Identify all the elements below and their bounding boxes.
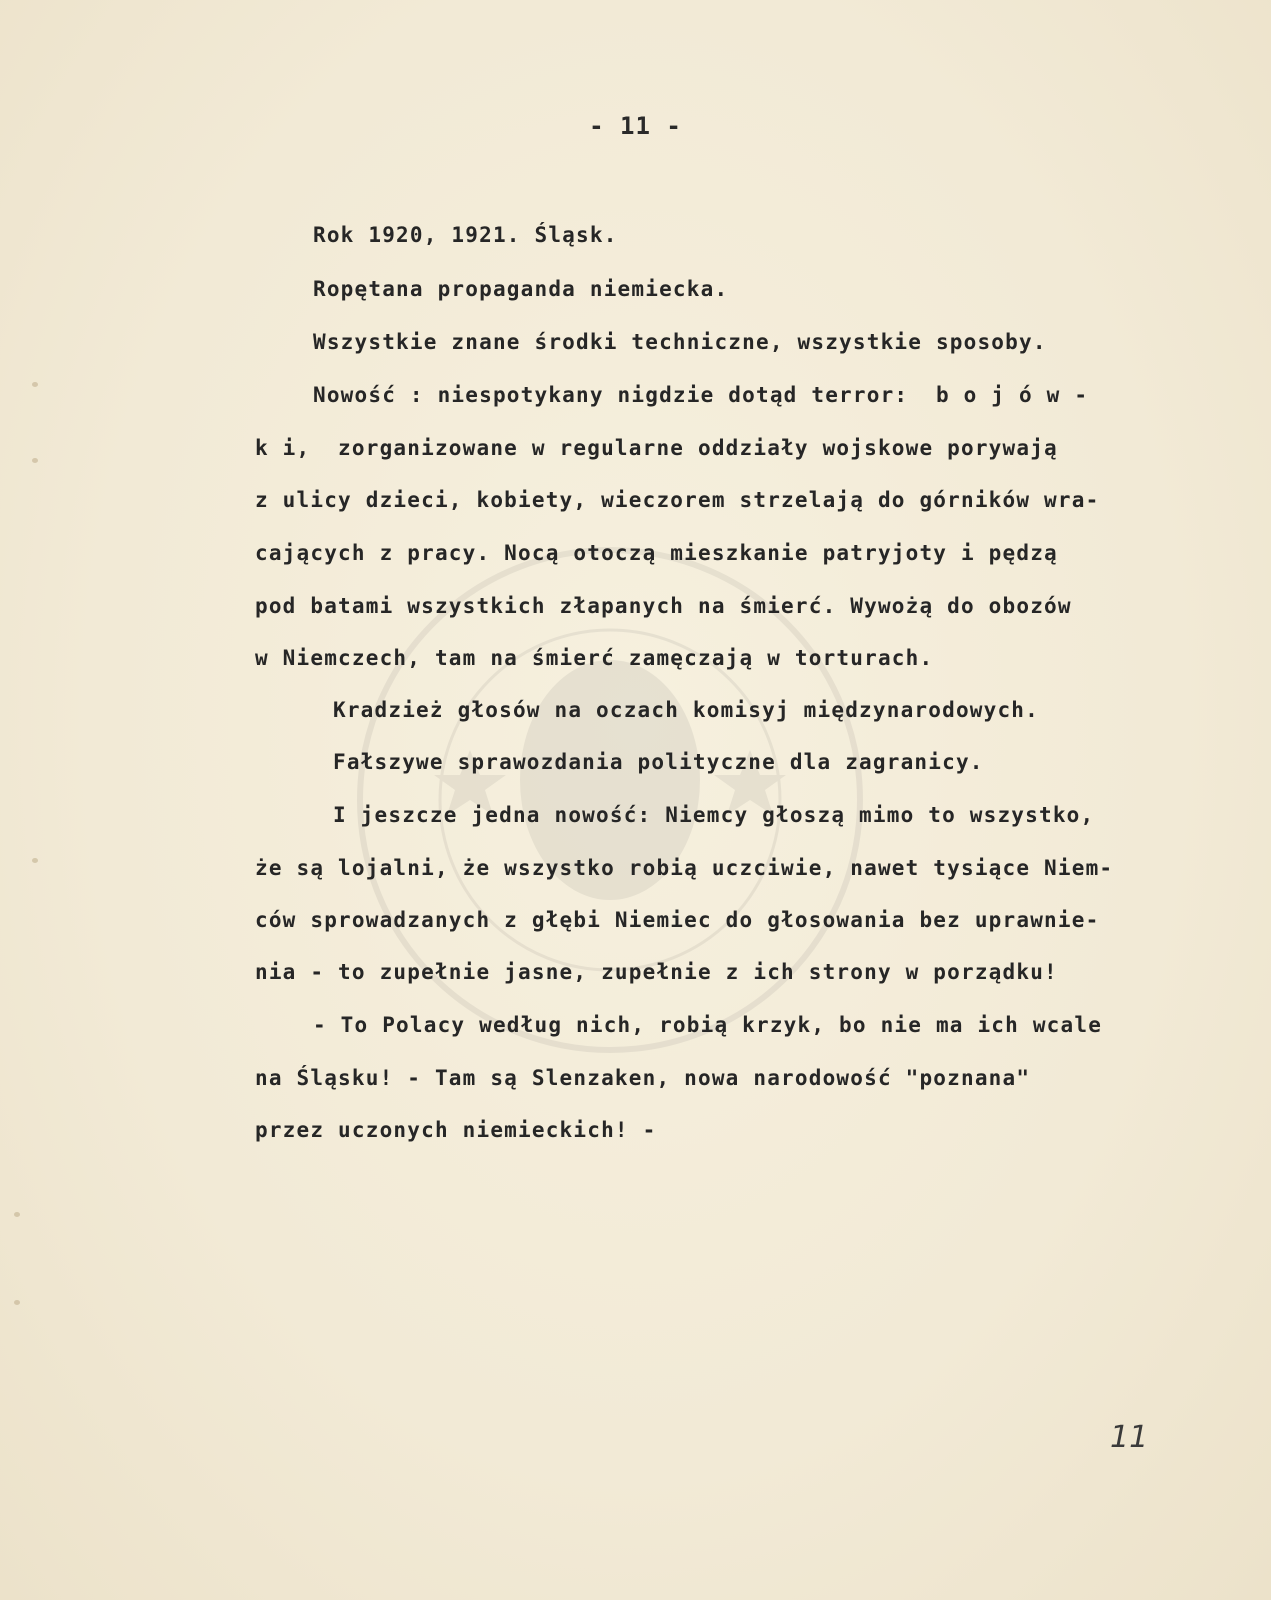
text-line-3: Wszystkie znane środki techniczne, wszystkie sposoby. [313, 330, 1047, 354]
text-line-15: nia - to zupełnie jasne, zupełnie z ich strony w porządku! [255, 960, 1058, 984]
binding-hole-mark [32, 382, 38, 387]
page-header-number: - 11 - [589, 112, 682, 140]
text-line-2: Ropętana propaganda niemiecka. [313, 277, 729, 301]
text-line-4: Nowość : niespotykany nigdzie dotąd terror: b o j ó w - [313, 383, 1089, 407]
text-line-18: przez uczonych niemieckich! - [255, 1118, 657, 1142]
text-line-16: - To Polacy według nich, robią krzyk, bo nie ma ich wcale [313, 1013, 1103, 1037]
text-line-11: Fałszywe sprawozdania polityczne dla zagranicy. [333, 750, 984, 774]
text-line-6: z ulicy dzieci, kobiety, wieczorem strzelają do górników wra- [255, 488, 1100, 512]
text-line-14: ców sprowadzanych z głębi Niemiec do głosowania bez uprawnie- [255, 908, 1100, 932]
text-line-1: Rok 1920, 1921. Śląsk. [313, 223, 618, 247]
text-line-10: Kradzież głosów na oczach komisyj międzynarodowych. [333, 698, 1039, 722]
binding-hole-mark [14, 1300, 20, 1305]
text-line-5: k i, zorganizowane w regularne oddziały wojskowe porywają [255, 436, 1058, 460]
text-line-8: pod batami wszystkich złapanych na śmierć. Wywożą do obozów [255, 594, 1072, 618]
text-line-12: I jeszcze jedna nowość: Niemcy głoszą mimo to wszystko, [333, 803, 1095, 827]
text-line-7: cających z pracy. Nocą otoczą mieszkanie patryjoty i pędzą [255, 541, 1058, 565]
text-line-13: że są lojalni, że wszystko robią uczciwie, nawet tysiące Niem- [255, 856, 1114, 880]
binding-hole-mark [32, 858, 38, 863]
binding-hole-mark [32, 458, 38, 463]
text-line-17: na Śląsku! - Tam są Slenzaken, nowa narodowość "poznana" [255, 1066, 1031, 1090]
binding-hole-mark [14, 1212, 20, 1217]
handwritten-page-number: 11 [1110, 1420, 1149, 1455]
text-line-9: w Niemczech, tam na śmierć zamęczają w torturach. [255, 646, 934, 670]
